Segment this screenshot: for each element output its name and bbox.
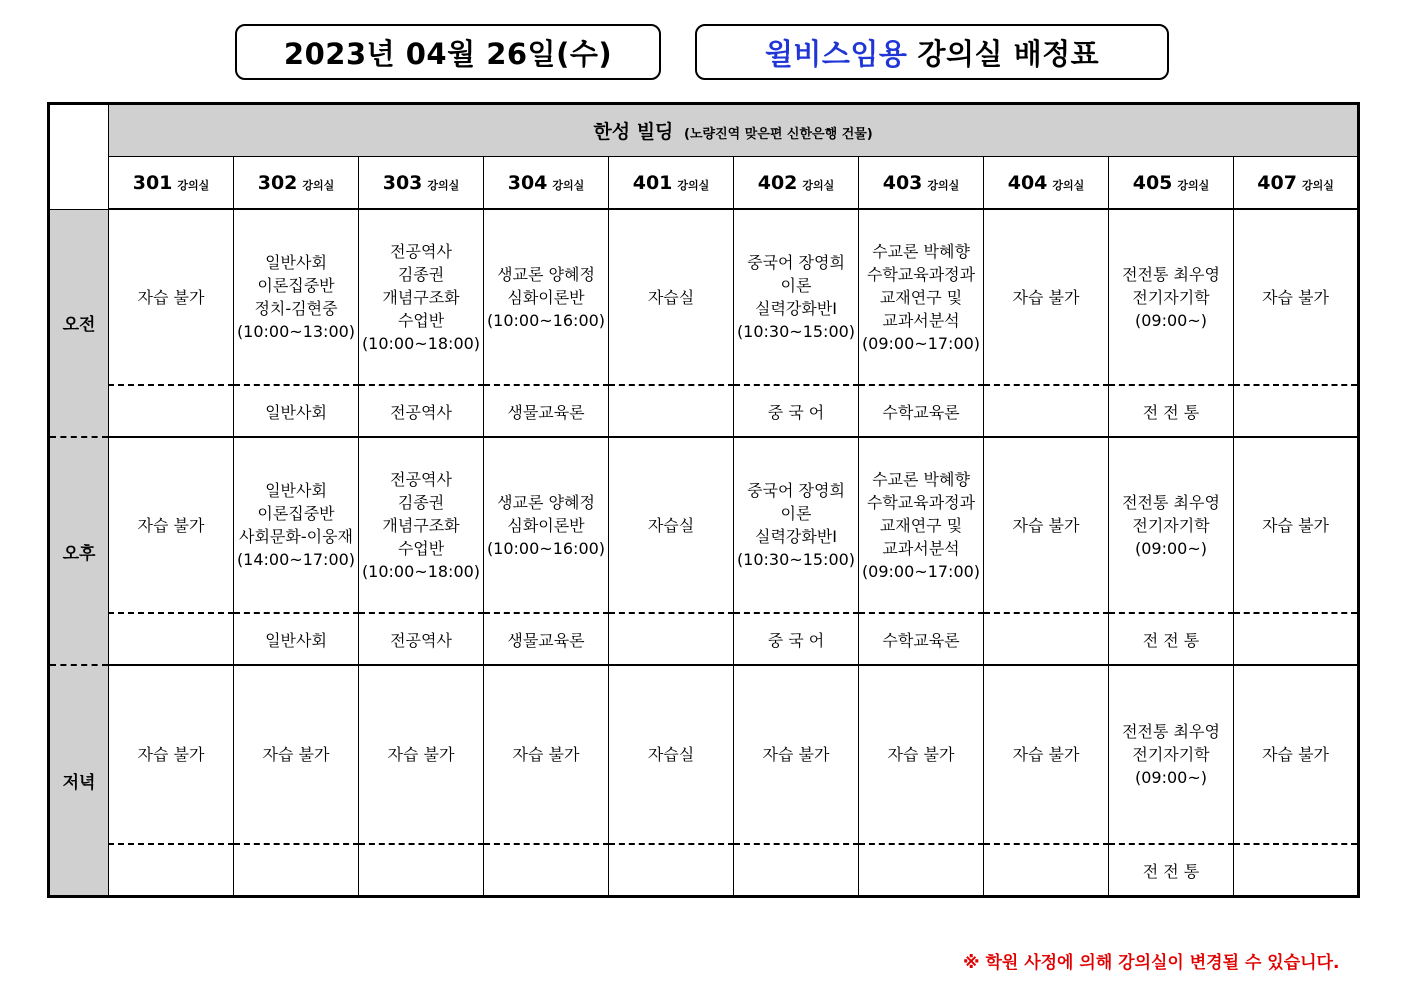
room-number: 403 bbox=[882, 171, 923, 194]
corner-cell bbox=[49, 104, 109, 210]
room-number: 401 bbox=[632, 171, 673, 194]
schedule-cell bbox=[984, 437, 1109, 613]
schedule-cell-line: 이론집중반 bbox=[257, 276, 335, 295]
period-row-subject bbox=[49, 844, 1359, 897]
date-title-box bbox=[235, 24, 661, 80]
schedule-cell-line: 자습 불가 bbox=[762, 745, 830, 764]
schedule-cell-line: 자습 불가 bbox=[512, 745, 580, 764]
room-number: 302 bbox=[257, 171, 298, 194]
schedule-cell-line: 자습 불가 bbox=[1012, 515, 1080, 535]
schedule-cell bbox=[484, 437, 609, 613]
schedule-cell-line: 교재연구 및 bbox=[879, 515, 963, 535]
subject-cell bbox=[609, 613, 734, 665]
schedule-cell-line: (10:00~18:00) bbox=[361, 333, 481, 353]
building-name: 한성 빌딩 bbox=[593, 121, 674, 143]
schedule-cell-line: 자습실 bbox=[647, 515, 695, 535]
schedule-cell-line: 자습 불가 bbox=[1012, 745, 1080, 764]
schedule-cell-line: 수교론 박혜향 bbox=[872, 241, 970, 261]
subject-cell bbox=[1234, 844, 1359, 897]
subject-cell bbox=[984, 613, 1109, 665]
subject-cell: 일반사회 bbox=[234, 385, 359, 437]
schedule-cell-line: (09:00~) bbox=[1135, 310, 1207, 330]
room-header-405 bbox=[1109, 157, 1234, 210]
schedule-cell bbox=[109, 209, 234, 385]
room-suffix: 강의실 bbox=[1301, 178, 1334, 192]
schedule-cell-line: 자습실 bbox=[647, 287, 695, 307]
room-header-401 bbox=[609, 157, 734, 210]
subject-cell bbox=[859, 844, 984, 897]
schedule-cell bbox=[1234, 437, 1359, 613]
room-number: 402 bbox=[757, 171, 798, 194]
room-suffix: 강의실 bbox=[802, 178, 835, 192]
schedule-cell-line: 교재연구 및 bbox=[879, 287, 963, 307]
schedule-cell bbox=[1109, 209, 1234, 385]
schedule-cell-line: 자습실 bbox=[647, 745, 695, 764]
schedule-cell-line: 전기자기학 bbox=[1132, 515, 1210, 535]
room-number: 304 bbox=[507, 171, 548, 194]
schedule-cell-line: 수학교육과정과 bbox=[866, 492, 976, 512]
schedule-cell-line: 자습 불가 bbox=[1012, 287, 1080, 307]
subject-cell bbox=[1234, 613, 1359, 665]
room-suffix: 강의실 bbox=[927, 178, 960, 192]
room-header-303 bbox=[359, 157, 484, 210]
schedule-cell-line: 실력강화반Ⅰ bbox=[755, 299, 837, 318]
schedule-cell-line: 교과서분석 bbox=[882, 310, 960, 330]
subject-cell bbox=[1234, 385, 1359, 437]
schedule-cell bbox=[734, 665, 859, 844]
schedule-cell-line: 자습 불가 bbox=[1262, 745, 1330, 764]
schedule-cell bbox=[359, 437, 484, 613]
schedule-title: 강의실 배정표 bbox=[917, 36, 1100, 71]
schedule-cell-line: 심화이론반 bbox=[507, 515, 585, 535]
schedule-cell-line: 전공역사 bbox=[390, 241, 452, 261]
room-suffix: 강의실 bbox=[427, 178, 460, 192]
period-label: 저녁 bbox=[49, 665, 109, 897]
room-number: 407 bbox=[1257, 171, 1297, 194]
subject-cell: 생물교육론 bbox=[484, 385, 609, 437]
schedule-cell-line: 자습 불가 bbox=[137, 287, 205, 307]
schedule-cell bbox=[484, 209, 609, 385]
schedule-cell-line: 전전통 최우영 bbox=[1122, 492, 1220, 512]
room-number: 405 bbox=[1132, 171, 1173, 194]
room-header-407 bbox=[1234, 157, 1359, 210]
schedule-cell-line: (09:00~17:00) bbox=[861, 333, 981, 353]
schedule-cell bbox=[234, 209, 359, 385]
subject-cell bbox=[984, 385, 1109, 437]
room-header-301 bbox=[109, 157, 234, 210]
schedule-cell-line: (10:30~15:00) bbox=[736, 550, 856, 569]
schedule-cell bbox=[109, 437, 234, 613]
subject-cell bbox=[109, 844, 234, 897]
subject-cell bbox=[234, 844, 359, 897]
schedule-cell bbox=[1234, 665, 1359, 844]
schedule-cell bbox=[359, 665, 484, 844]
schedule-cell-line: 자습 불가 bbox=[1262, 515, 1330, 535]
schedule-cell-line: (10:30~15:00) bbox=[736, 322, 856, 341]
subject-cell: 전 전 통 bbox=[1109, 844, 1234, 897]
schedule-cell bbox=[234, 665, 359, 844]
schedule-cell bbox=[609, 665, 734, 844]
schedule-cell-line: 전전통 최우영 bbox=[1122, 264, 1220, 284]
schedule-cell-line: 자습 불가 bbox=[887, 745, 955, 764]
schedule-cell bbox=[984, 665, 1109, 844]
schedule-cell-line: 전기자기학 bbox=[1132, 745, 1210, 764]
schedule-cell bbox=[609, 437, 734, 613]
schedule-cell-line: (09:00~) bbox=[1135, 768, 1207, 787]
schedule-cell-line: (09:00~) bbox=[1135, 538, 1207, 558]
subject-cell: 일반사회 bbox=[234, 613, 359, 665]
subject-cell bbox=[109, 385, 234, 437]
room-suffix: 강의실 bbox=[177, 178, 210, 192]
schedule-cell bbox=[859, 209, 984, 385]
room-number: 404 bbox=[1007, 171, 1048, 194]
subject-cell: 중 국 어 bbox=[734, 613, 859, 665]
subject-cell: 전공역사 bbox=[359, 385, 484, 437]
subject-cell bbox=[109, 613, 234, 665]
schedule-cell-line: 자습 불가 bbox=[262, 745, 330, 764]
schedule-cell-line: 개념구조화 bbox=[382, 515, 460, 535]
schedule-cell-line: 일반사회 bbox=[265, 481, 327, 500]
room-suffix: 강의실 bbox=[302, 178, 335, 192]
schedule-cell-line: 중국어 장영희 bbox=[747, 481, 845, 500]
schedule-cell bbox=[734, 437, 859, 613]
schedule-cell-line: (14:00~17:00) bbox=[236, 550, 356, 569]
brand-name: 윌비스임용 bbox=[764, 36, 908, 71]
schedule-cell-line: 자습 불가 bbox=[137, 745, 205, 764]
schedule-cell-line: (10:00~18:00) bbox=[361, 561, 481, 581]
schedule-cell-line: 김종권 bbox=[397, 264, 445, 284]
room-header-304 bbox=[484, 157, 609, 210]
building-header bbox=[109, 104, 1359, 157]
schedule-cell-line: 수업반 bbox=[397, 310, 445, 330]
schedule-cell-line: 생교론 양혜정 bbox=[497, 492, 595, 512]
subject-cell: 중 국 어 bbox=[734, 385, 859, 437]
schedule-cell-line: 이론집중반 bbox=[257, 504, 335, 523]
schedule-title-box bbox=[695, 24, 1169, 80]
subject-cell: 수학교육론 bbox=[859, 613, 984, 665]
subject-cell: 수학교육론 bbox=[859, 385, 984, 437]
schedule-cell-line: 김종권 bbox=[397, 492, 445, 512]
schedule-cell bbox=[734, 209, 859, 385]
schedule-cell bbox=[984, 209, 1109, 385]
period-row-subject bbox=[49, 613, 1359, 665]
room-suffix: 강의실 bbox=[677, 178, 710, 192]
schedule-cell-line: 교과서분석 bbox=[882, 538, 960, 558]
room-suffix: 강의실 bbox=[1052, 178, 1085, 192]
schedule-cell-line: 이론 bbox=[780, 504, 812, 523]
schedule-cell-line: 자습 불가 bbox=[387, 745, 455, 764]
room-number: 301 bbox=[132, 171, 173, 194]
period-row-main bbox=[49, 665, 1359, 844]
schedule-cell bbox=[859, 437, 984, 613]
room-header-404 bbox=[984, 157, 1109, 210]
subject-cell: 전공역사 bbox=[359, 613, 484, 665]
period-label: 오전 bbox=[49, 209, 109, 437]
period-label: 오후 bbox=[49, 437, 109, 665]
subject-cell: 전 전 통 bbox=[1109, 385, 1234, 437]
schedule-cell-line: 일반사회 bbox=[265, 253, 327, 272]
schedule-cell-line: (09:00~17:00) bbox=[861, 561, 981, 581]
schedule-cell-line: 자습 불가 bbox=[137, 515, 205, 535]
schedule-cell-line: 전기자기학 bbox=[1132, 287, 1210, 307]
subject-cell: 전 전 통 bbox=[1109, 613, 1234, 665]
schedule-cell bbox=[234, 437, 359, 613]
schedule-cell-line: (10:00~16:00) bbox=[486, 310, 606, 330]
schedule-cell bbox=[859, 665, 984, 844]
room-header-403 bbox=[859, 157, 984, 210]
schedule-cell-line: (10:00~16:00) bbox=[486, 538, 606, 558]
schedule-cell bbox=[1109, 437, 1234, 613]
schedule-cell bbox=[359, 209, 484, 385]
room-header-302 bbox=[234, 157, 359, 210]
subject-cell bbox=[734, 844, 859, 897]
schedule-cell-line: (10:00~13:00) bbox=[236, 322, 356, 341]
room-header-row bbox=[49, 157, 1359, 210]
schedule-cell-line: 실력강화반Ⅰ bbox=[755, 527, 837, 546]
schedule-cell bbox=[1234, 209, 1359, 385]
schedule-cell-line: 수업반 bbox=[397, 538, 445, 558]
schedule-cell-line: 수학교육과정과 bbox=[866, 264, 976, 284]
room-number: 303 bbox=[382, 171, 423, 194]
schedule-cell bbox=[609, 209, 734, 385]
schedule-cell-line: 개념구조화 bbox=[382, 287, 460, 307]
subject-cell bbox=[484, 844, 609, 897]
classroom-schedule-table bbox=[47, 102, 1360, 898]
schedule-cell-line: 정치-김현중 bbox=[254, 299, 338, 318]
subject-cell bbox=[609, 385, 734, 437]
period-row-main bbox=[49, 437, 1359, 613]
subject-cell bbox=[609, 844, 734, 897]
subject-cell bbox=[359, 844, 484, 897]
schedule-cell-line: 사회문화-이웅재 bbox=[239, 527, 353, 546]
building-note: (노량진역 맞은편 신한은행 건물) bbox=[684, 127, 873, 142]
schedule-cell-line: 전전통 최우영 bbox=[1122, 722, 1220, 741]
schedule-cell-line: 수교론 박혜향 bbox=[872, 469, 970, 489]
period-row-main bbox=[49, 209, 1359, 385]
schedule-cell-line: 자습 불가 bbox=[1262, 287, 1330, 307]
schedule-cell bbox=[484, 665, 609, 844]
schedule-cell bbox=[1109, 665, 1234, 844]
room-suffix: 강의실 bbox=[552, 178, 585, 192]
room-header-402 bbox=[734, 157, 859, 210]
schedule-cell bbox=[109, 665, 234, 844]
schedule-cell-line: 이론 bbox=[780, 276, 812, 295]
period-row-subject bbox=[49, 385, 1359, 437]
schedule-cell-line: 심화이론반 bbox=[507, 287, 585, 307]
schedule-cell-line: 생교론 양혜정 bbox=[497, 264, 595, 284]
schedule-date: 2023년 04월 26일(수) bbox=[283, 36, 613, 71]
subject-cell bbox=[984, 844, 1109, 897]
change-notice: ※ 학원 사정에 의해 강의실이 변경될 수 있습니다. bbox=[963, 953, 1340, 973]
room-suffix: 강의실 bbox=[1177, 178, 1210, 192]
schedule-cell-line: 전공역사 bbox=[390, 469, 452, 489]
subject-cell: 생물교육론 bbox=[484, 613, 609, 665]
schedule-cell-line: 중국어 장영희 bbox=[747, 253, 845, 272]
